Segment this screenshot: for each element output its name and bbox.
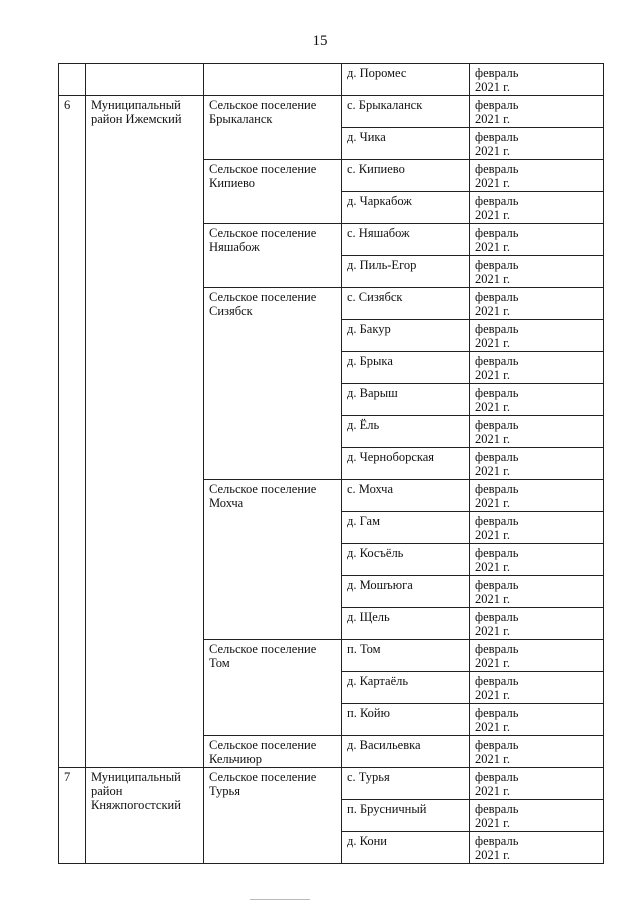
settlement-cell: Сельское поселение Няшабож xyxy=(204,224,342,288)
locality-cell: п. Койю xyxy=(342,704,470,736)
date-cell: февраль 2021 г. xyxy=(470,800,604,832)
locality-cell: д. Картаёль xyxy=(342,672,470,704)
locality-cell: с. Брыкаланск xyxy=(342,96,470,128)
locality-cell: п. Том xyxy=(342,640,470,672)
date-cell: февраль 2021 г. xyxy=(470,512,604,544)
settlement-cell: Сельское поселение Кельчиюр xyxy=(204,736,342,768)
locality-cell: с. Сизябск xyxy=(342,288,470,320)
date-cell: февраль 2021 г. xyxy=(470,192,604,224)
locality-cell: д. Щель xyxy=(342,608,470,640)
locality-cell: д. Ёль xyxy=(342,416,470,448)
table-row xyxy=(59,96,604,128)
date-cell: февраль 2021 г. xyxy=(470,256,604,288)
locality-cell: с. Кипиево xyxy=(342,160,470,192)
date-cell: февраль 2021 г. xyxy=(470,832,604,864)
settlement-cell: Сельское поселение Том xyxy=(204,640,342,736)
date-cell: февраль 2021 г. xyxy=(470,224,604,256)
locality-cell: д. Поромес xyxy=(342,64,470,96)
date-cell: февраль 2021 г. xyxy=(470,544,604,576)
row-number xyxy=(59,64,86,96)
row-number: 7 xyxy=(59,768,86,864)
scan-mark xyxy=(250,899,310,900)
settlement-cell xyxy=(204,64,342,96)
table-row xyxy=(59,64,604,96)
locality-cell: п. Брусничный xyxy=(342,800,470,832)
settlement-cell: Сельское поселение Сизябск xyxy=(204,288,342,480)
locality-cell: д. Васильевка xyxy=(342,736,470,768)
locality-cell: д. Мошъюга xyxy=(342,576,470,608)
date-cell: февраль 2021 г. xyxy=(470,480,604,512)
settlement-cell: Сельское поселение Турья xyxy=(204,768,342,864)
page-number: 15 xyxy=(312,33,328,49)
locality-cell: д. Косъёль xyxy=(342,544,470,576)
date-cell: февраль 2021 г. xyxy=(470,352,604,384)
date-cell: февраль 2021 г. xyxy=(470,416,604,448)
locality-cell: д. Брыка xyxy=(342,352,470,384)
date-cell: февраль 2021 г. xyxy=(470,768,604,800)
locality-cell: с. Турья xyxy=(342,768,470,800)
date-cell: февраль 2021 г. xyxy=(470,320,604,352)
locality-cell: д. Чаркабож xyxy=(342,192,470,224)
date-cell: февраль 2021 г. xyxy=(470,288,604,320)
date-cell: февраль 2021 г. xyxy=(470,448,604,480)
locality-cell: д. Пиль-Егор xyxy=(342,256,470,288)
date-cell: февраль 2021 г. xyxy=(470,384,604,416)
locality-cell: д. Чика xyxy=(342,128,470,160)
date-cell: февраль 2021 г. xyxy=(470,672,604,704)
locality-cell: д. Кони xyxy=(342,832,470,864)
date-cell: февраль 2021 г. xyxy=(470,640,604,672)
settlement-cell: Сельское поселение Брыкаланск xyxy=(204,96,342,160)
table-row xyxy=(59,768,604,800)
date-cell: февраль 2021 г. xyxy=(470,128,604,160)
settlements-table xyxy=(58,63,604,864)
locality-cell: д. Бакур xyxy=(342,320,470,352)
date-cell: февраль 2021 г. xyxy=(470,96,604,128)
locality-cell: д. Черноборская xyxy=(342,448,470,480)
locality-cell: д. Гам xyxy=(342,512,470,544)
date-cell: февраль 2021 г. xyxy=(470,736,604,768)
locality-cell: с. Няшабож xyxy=(342,224,470,256)
locality-cell: д. Варыш xyxy=(342,384,470,416)
district-cell: Муниципальный район Княжпогостский xyxy=(86,768,204,864)
district-cell xyxy=(86,64,204,96)
table-body xyxy=(59,64,604,864)
locality-cell: с. Мохча xyxy=(342,480,470,512)
settlement-cell: Сельское поселение Мохча xyxy=(204,480,342,640)
settlement-cell: Сельское поселение Кипиево xyxy=(204,160,342,224)
district-cell: Муниципальный район Ижемский xyxy=(86,96,204,768)
row-number: 6 xyxy=(59,96,86,768)
date-cell: февраль 2021 г. xyxy=(470,608,604,640)
date-cell: февраль 2021 г. xyxy=(470,576,604,608)
date-cell: февраль 2021 г. xyxy=(470,160,604,192)
date-cell: февраль 2021 г. xyxy=(470,64,604,96)
date-cell: февраль 2021 г. xyxy=(470,704,604,736)
